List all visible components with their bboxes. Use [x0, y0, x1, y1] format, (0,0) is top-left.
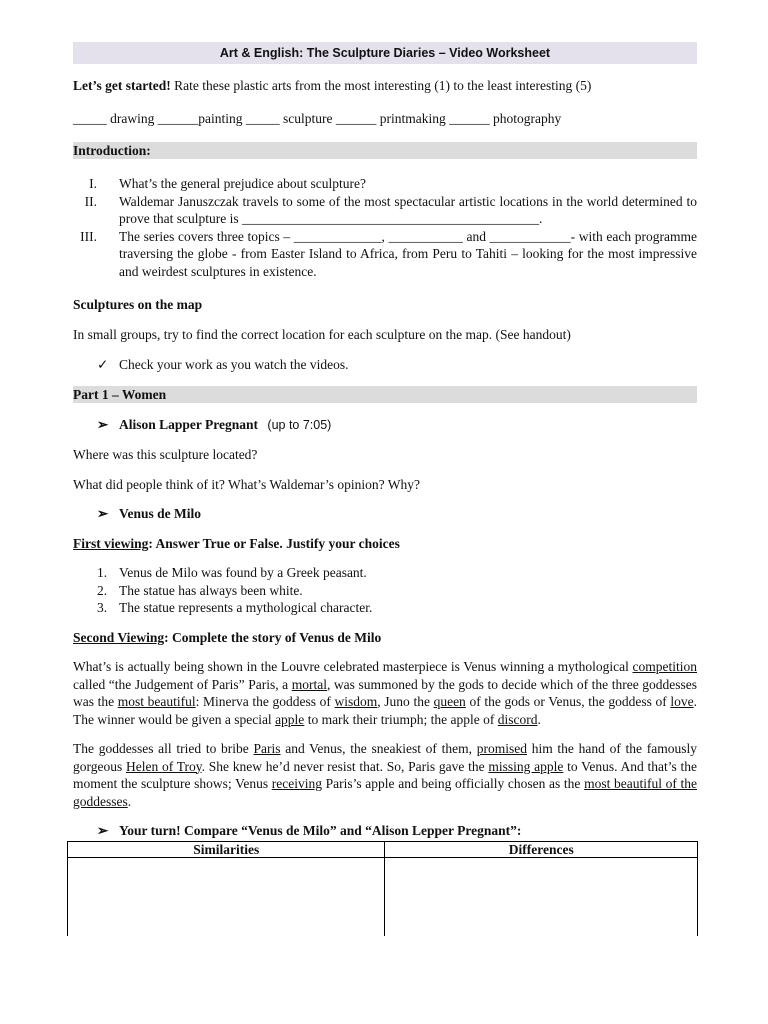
underlined-answer: love: [670, 694, 694, 709]
first-viewing-label: First viewing: [73, 535, 149, 551]
item-number: 2.: [97, 582, 108, 598]
venus-title: Venus de Milo: [119, 506, 202, 521]
intro-line: [73, 77, 697, 95]
story-text: to Venus. And that’s the moment the sculpture shows; Venus: [73, 758, 697, 791]
item-text: What’s the general prejudice about sculpture?: [119, 176, 367, 191]
item-number: II.: [84, 193, 97, 209]
story-text: him the hand of the famously gorgeous: [73, 741, 697, 774]
map-instruction: In small groups, try to find the correct location for each sculpture on the map. (See handout): [73, 326, 571, 342]
story-text: The goddesses all tried to bribe: [73, 741, 254, 756]
item-text: The series covers three topics – _____________, ___________ and ____________- with each programme traversing the globe - from Easter Island to Africa, from Peru to Tahiti – looking for the most impressive and weirdest sculptures in existence.: [119, 228, 697, 279]
arrow-bullet-icon: ➢: [97, 416, 109, 432]
underlined-answer: most beautiful: [117, 694, 196, 709]
story-paragraph-2: [73, 740, 697, 810]
story-text: What’s is actually being shown in the Louvre celebrated masterpiece is Venus winning a mythological: [73, 659, 633, 674]
story-text: , Juno the: [377, 694, 434, 709]
underlined-answer: Helen of Troy: [126, 758, 202, 774]
checkmark-icon: ✓: [97, 357, 109, 372]
list-item: [73, 193, 697, 228]
story-text: to mark their triumph; the apple of: [304, 711, 498, 727]
underlined-answer: receiving: [271, 776, 322, 791]
your-turn-item: [73, 822, 697, 840]
story-text: of the gods or Venus, the goddess of: [465, 694, 671, 709]
story-text: called “the Judgement of Paris” Paris, a: [73, 676, 292, 692]
intro-lead: Let’s get started!: [73, 78, 171, 93]
first-viewing-line: [73, 535, 697, 553]
first-viewing-instruction: : Answer True or False. Justify your choices: [148, 535, 400, 551]
list-item: [73, 175, 697, 193]
differences-cell[interactable]: [385, 857, 698, 936]
introduction-heading: Introduction:: [73, 142, 697, 159]
underlined-answer: competition: [632, 659, 697, 674]
differences-header: Differences: [385, 841, 698, 857]
story-text: .: [537, 711, 541, 727]
underlined-answer: apple: [275, 711, 305, 727]
underlined-answer: missing apple: [488, 758, 564, 774]
worksheet-title: Art & English: The Sculpture Diaries – Video Worksheet: [73, 42, 697, 64]
worksheet-page: [73, 40, 697, 936]
underlined-answer: wisdom: [334, 694, 378, 709]
second-viewing-instruction: : Complete the story of Venus de Milo: [164, 629, 382, 645]
list-item: [73, 582, 697, 600]
alison-title: Alison Lapper Pregnant: [119, 416, 259, 432]
true-false-list: [73, 564, 697, 617]
underlined-answer: Paris: [253, 741, 281, 756]
story-text: : Minerva the goddess of: [195, 694, 335, 709]
underlined-answer: promised: [476, 741, 527, 756]
story-text: . She knew he’d never resist that. So, Paris gave the: [201, 758, 489, 774]
check-text: Check your work as you watch the videos.: [119, 357, 349, 372]
arrow-bullet-icon: ➢: [97, 823, 109, 838]
question-location: Where was this sculpture located?: [73, 447, 258, 462]
part1-heading: Part 1 – Women: [73, 386, 697, 403]
underlined-answer: discord: [497, 711, 538, 727]
alison-item: [73, 416, 697, 435]
similarities-header: Similarities: [68, 841, 385, 857]
underlined-answer: mortal: [291, 676, 327, 692]
item-text: The statue represents a mythological character.: [119, 600, 373, 615]
similarities-cell[interactable]: [68, 857, 385, 936]
intro-text: Rate these plastic arts from the most interesting (1) to the least interesting (5): [170, 78, 592, 93]
item-number: 1.: [97, 565, 108, 580]
venus-item: [73, 505, 697, 523]
item-number: I.: [89, 176, 97, 191]
rating-line: _____ drawing ______painting _____ sculpture ______ printmaking ______ photography: [73, 110, 562, 126]
story-text: .: [127, 793, 132, 809]
your-turn-text: Your turn! Compare “Venus de Milo” and “Alison Lepper Pregnant”:: [119, 823, 522, 838]
item-text: Waldemar Januszczak travels to some of the most spectacular artistic locations in the world determined to prove that sculpture is ____________________________________________.: [119, 193, 697, 226]
item-number: III.: [80, 228, 97, 244]
story-text: . The winner would be given a special: [73, 694, 697, 727]
underlined-answer: most beautiful of the goddesses: [73, 776, 698, 809]
list-item: [73, 599, 697, 617]
underlined-answer: queen: [433, 694, 466, 709]
introduction-list: [73, 175, 697, 280]
alison-time: (up to 7:05): [267, 417, 332, 432]
story-text: and Venus, the sneakiest of them,: [280, 741, 477, 756]
story-text: Paris’s apple and being officially chosen as the: [322, 776, 585, 791]
list-item: [73, 228, 697, 281]
comparison-table: [67, 841, 698, 936]
question-opinion: What did people think of it? What’s Waldemar’s opinion? Why?: [73, 476, 420, 492]
list-item: [73, 564, 697, 582]
second-viewing-label: Second Viewing: [73, 629, 165, 645]
arrow-bullet-icon: ➢: [97, 506, 109, 521]
check-item: [73, 356, 697, 374]
story-paragraph-1: [73, 658, 697, 728]
second-viewing-line: [73, 629, 697, 647]
map-heading: Sculptures on the map: [73, 297, 203, 312]
item-text: The statue has always been white.: [119, 582, 303, 598]
item-number: 3.: [97, 600, 108, 615]
item-text: Venus de Milo was found by a Greek peasant.: [119, 565, 367, 580]
story-text: , was summoned by the gods to decide which of the three goddesses was the: [73, 676, 698, 709]
